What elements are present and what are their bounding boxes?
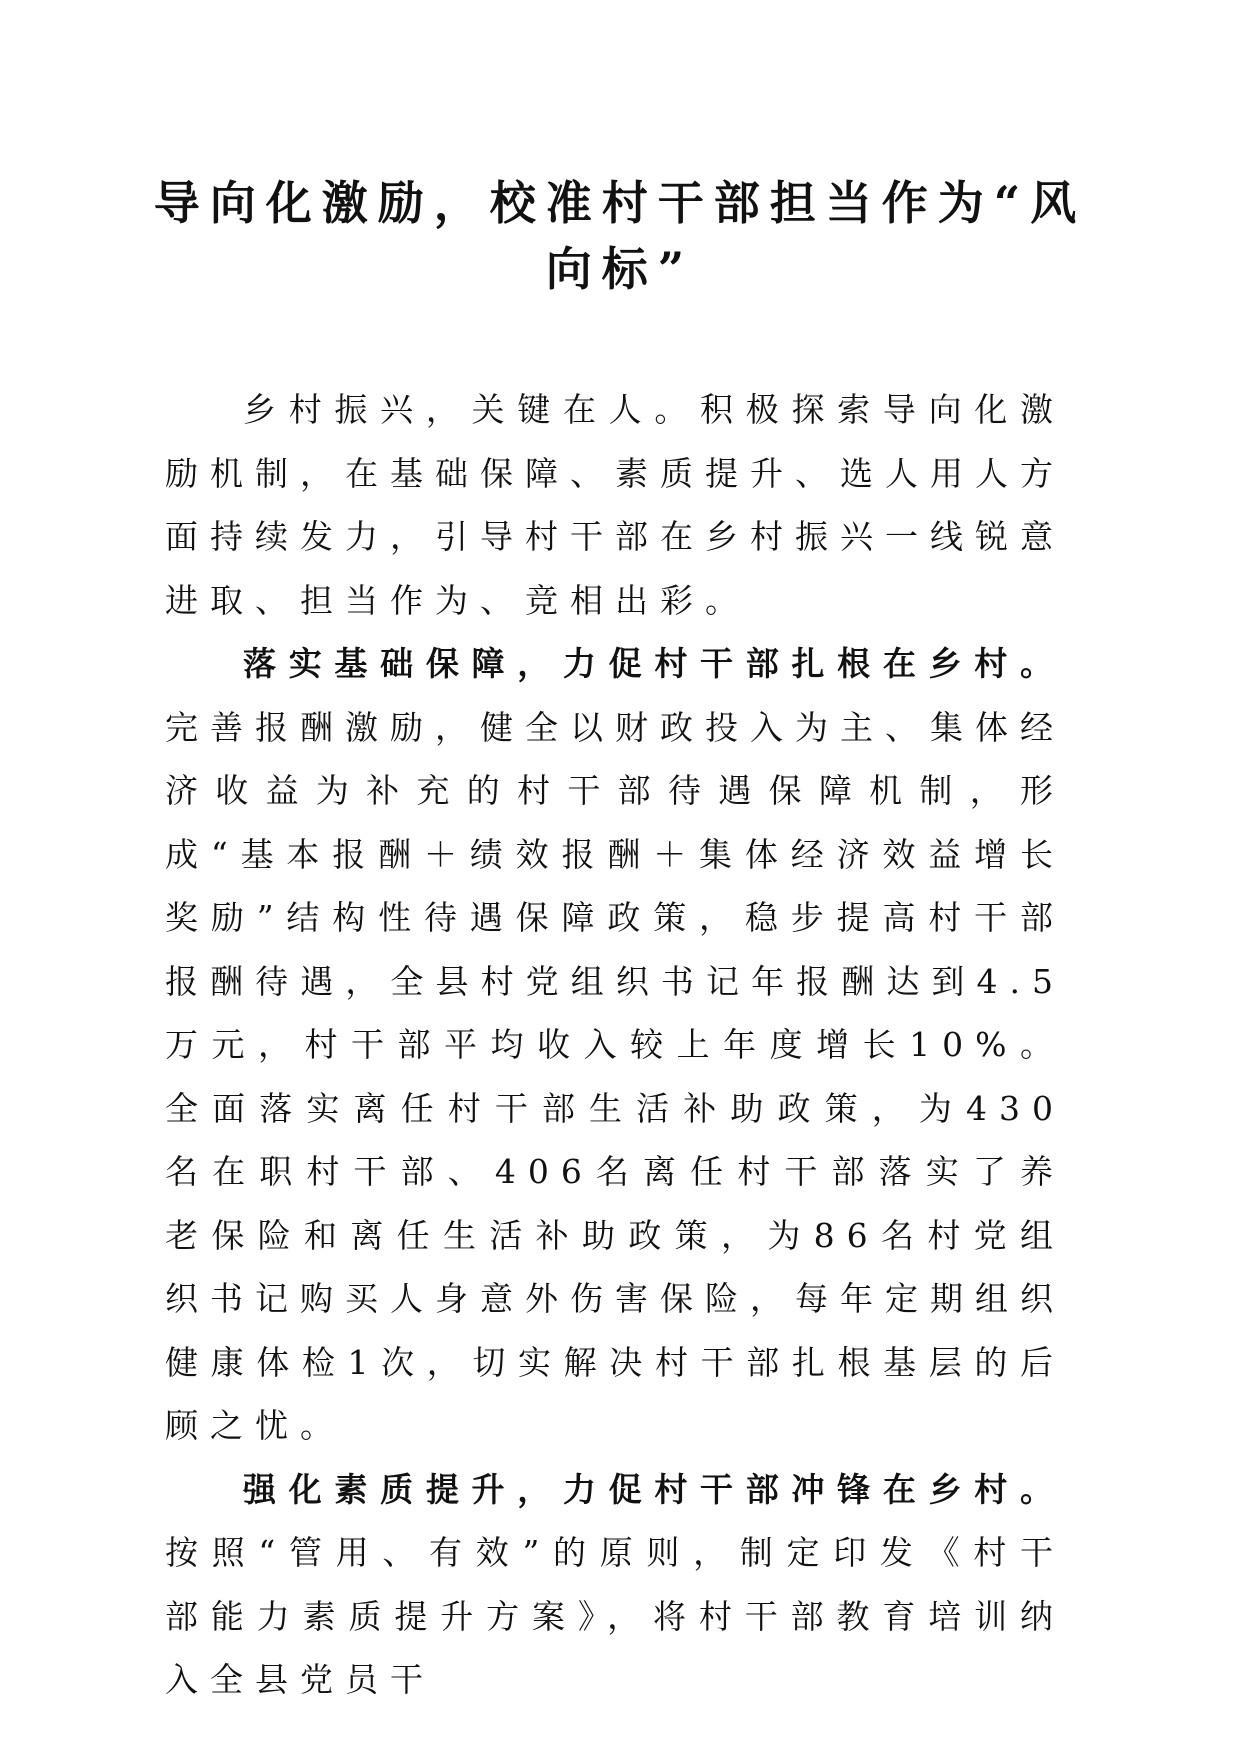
paragraph-text: 乡村振兴，关键在人。积极探索导向化激励机制，在基础保障、素质提升、选人用人方面持续发力，引导村干部在乡村振兴一线锐意进取、担当作为、竞相出彩。	[165, 390, 1065, 620]
paragraph-quality-improvement	[165, 1458, 1065, 1712]
paragraph-intro	[165, 378, 1065, 632]
paragraph-basic-guarantee	[165, 632, 1065, 1458]
paragraph-lead: 落实基础保障，力促村干部扎根在乡村。	[243, 644, 1065, 683]
document-body	[165, 378, 1065, 1712]
paragraph-text: 完善报酬激励，健全以财政投入为主、集体经济收益为补充的村干部待遇保障机制，形成“基本报酬＋绩效报酬＋集体经济效益增长奖励”结构性待遇保障政策，稳步提高村干部报酬待遇，全县村党组织书记年报酬达到4.5万元，村干部平均收入较上年度增长10%。全面落实离任村干部生活补助政策，为430名在职村干部、406名离任村干部落实了养老保险和离任生活补助政策，为86名村党组织书记购买人身意外伤害保险，每年定期组织健康体检1次，切实解决村干部扎根基层的后顾之忧。	[165, 707, 1065, 1445]
document-title: 导向化激励，校准村干部担当作为“风向标”	[153, 176, 1087, 296]
paragraph-text: 按照“管用、有效”的原则，制定印发《村干部能力素质提升方案》，将村干部教育培训纳入全县党员干	[165, 1533, 1065, 1699]
paragraph-lead: 强化素质提升，力促村干部冲锋在乡村。	[243, 1469, 1065, 1509]
